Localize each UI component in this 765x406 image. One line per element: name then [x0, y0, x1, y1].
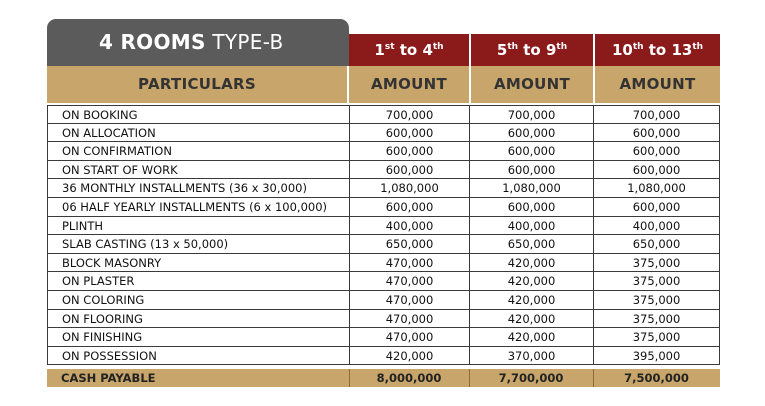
total-divider-1	[349, 369, 350, 387]
row-amount-1: 650,000	[349, 235, 469, 253]
table-row	[47, 105, 720, 124]
total-row	[47, 369, 720, 387]
title-rest: TYPE-B	[205, 30, 284, 54]
row-amount-1: 470,000	[349, 310, 469, 328]
floor-2-mid: to	[518, 41, 546, 59]
floor-1-mid: to	[394, 41, 423, 59]
row-amount-3: 375,000	[593, 272, 720, 290]
row-amount-3: 375,000	[593, 254, 720, 272]
total-divider-3	[593, 369, 594, 387]
total-value-1: 8,000,000	[376, 371, 442, 385]
row-amount-1: 600,000	[349, 161, 469, 179]
floor-1-end-sup: th	[432, 42, 444, 52]
amount-header-3: AMOUNT	[595, 66, 720, 103]
floor-3-end: 13	[671, 41, 693, 59]
row-amount-2: 1,080,000	[469, 179, 593, 197]
row-amount-1: 470,000	[349, 291, 469, 309]
row-label: ON BOOKING	[47, 106, 349, 124]
row-amount-2: 420,000	[469, 254, 593, 272]
row-amount-2: 420,000	[469, 291, 593, 309]
row-amount-2: 370,000	[469, 347, 593, 365]
row-amount-2: 420,000	[469, 328, 593, 346]
table-row	[47, 179, 720, 198]
row-amount-3: 600,000	[593, 161, 720, 179]
row-amount-2: 600,000	[469, 161, 593, 179]
table-row	[47, 161, 720, 180]
row-label: ON CONFIRMATION	[47, 142, 349, 160]
row-amount-3: 600,000	[593, 142, 720, 160]
row-amount-3: 650,000	[593, 235, 720, 253]
row-amount-3: 1,080,000	[593, 179, 720, 197]
floor-1-start: 1	[374, 41, 385, 59]
table-body	[47, 105, 720, 365]
row-amount-3: 700,000	[593, 106, 720, 124]
row-amount-2: 650,000	[469, 235, 593, 253]
table-row	[47, 254, 720, 273]
row-amount-1: 600,000	[349, 198, 469, 216]
row-amount-1: 400,000	[349, 217, 469, 235]
floor-2-end-sup: th	[556, 42, 568, 52]
table-row	[47, 291, 720, 310]
table-row	[47, 310, 720, 329]
row-amount-2: 600,000	[469, 124, 593, 142]
total-value-2: 7,700,000	[498, 371, 564, 385]
row-label: ON ALLOCATION	[47, 124, 349, 142]
total-value-3: 7,500,000	[624, 371, 689, 385]
total-divider-2	[469, 369, 470, 387]
amount-header-1: AMOUNT	[349, 66, 469, 103]
row-amount-1: 470,000	[349, 254, 469, 272]
row-amount-3: 375,000	[593, 328, 720, 346]
row-amount-1: 470,000	[349, 328, 469, 346]
row-label: SLAB CASTING (13 x 50,000)	[47, 235, 349, 253]
table-row	[47, 217, 720, 236]
row-label: ON PLASTER	[47, 272, 349, 290]
table-row	[47, 124, 720, 143]
floor-3-mid: to	[643, 41, 672, 59]
row-label: 06 HALF YEARLY INSTALLMENTS (6 x 100,000)	[47, 198, 349, 216]
floor-2-end: 9	[545, 41, 557, 59]
row-amount-3: 375,000	[593, 291, 720, 309]
floor-2-start-sup: th	[507, 42, 519, 52]
row-label: BLOCK MASONRY	[47, 254, 349, 272]
particulars-header: PARTICULARS	[47, 66, 347, 103]
row-amount-1: 700,000	[349, 106, 469, 124]
floor-1-start-sup: st	[384, 42, 395, 52]
row-amount-3: 395,000	[593, 347, 720, 365]
row-amount-2: 600,000	[469, 142, 593, 160]
floor-1-end: 4	[422, 41, 433, 59]
total-label: CASH PAYABLE	[61, 371, 156, 385]
row-amount-1: 600,000	[349, 142, 469, 160]
row-amount-1: 600,000	[349, 124, 469, 142]
row-label: ON START OF WORK	[47, 161, 349, 179]
title-bold: 4 ROOMS	[99, 30, 206, 54]
row-label: PLINTH	[47, 217, 349, 235]
row-label: ON POSSESSION	[47, 347, 349, 365]
row-amount-1: 420,000	[349, 347, 469, 365]
row-amount-1: 1,080,000	[349, 179, 469, 197]
table-title	[47, 19, 349, 66]
row-label: 36 MONTHLY INSTALLMENTS (36 x 30,000)	[47, 179, 349, 197]
amount-header-2: AMOUNT	[471, 66, 593, 103]
row-amount-3: 400,000	[593, 217, 720, 235]
floor-header-3	[595, 34, 720, 66]
table-row	[47, 198, 720, 217]
table-row	[47, 272, 720, 291]
floor-3-start: 10	[611, 41, 633, 59]
row-amount-2: 700,000	[469, 106, 593, 124]
row-label: ON FLOORING	[47, 310, 349, 328]
row-label: ON FINISHING	[47, 328, 349, 346]
row-amount-2: 420,000	[469, 310, 593, 328]
table-row	[47, 142, 720, 161]
floor-2-start: 5	[496, 41, 508, 59]
floor-header-2	[471, 34, 593, 66]
row-label: ON COLORING	[47, 291, 349, 309]
floor-3-start-sup: th	[632, 42, 644, 52]
row-amount-1: 470,000	[349, 272, 469, 290]
floor-header-1	[349, 34, 469, 66]
row-amount-3: 600,000	[593, 124, 720, 142]
row-amount-2: 420,000	[469, 272, 593, 290]
table-row	[47, 328, 720, 347]
row-amount-2: 400,000	[469, 217, 593, 235]
table-row	[47, 347, 720, 366]
table-row	[47, 235, 720, 254]
row-amount-3: 375,000	[593, 310, 720, 328]
floor-3-end-sup: th	[692, 42, 704, 52]
row-amount-3: 600,000	[593, 198, 720, 216]
row-amount-2: 600,000	[469, 198, 593, 216]
